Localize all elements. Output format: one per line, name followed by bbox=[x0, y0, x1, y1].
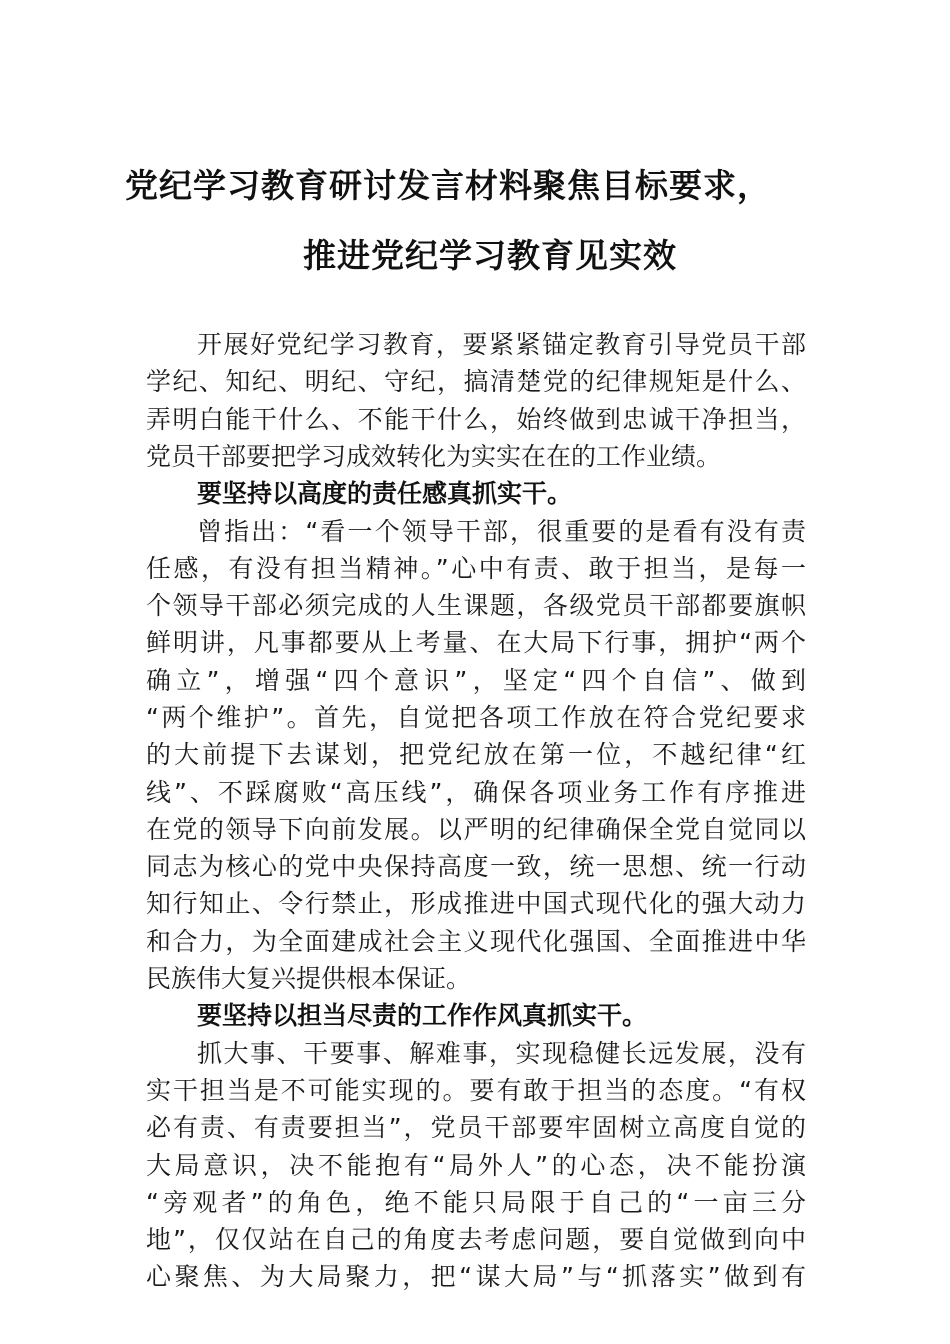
paragraph-line: 同志为核心的党中央保持高度一致，统一思想、统一行动 bbox=[146, 852, 806, 881]
paragraph-line: 和合力，为全面建成社会主义现代化强国、全面推进中华 bbox=[146, 927, 806, 956]
paragraph-line: 知行知止、令行禁止，形成推进中国式现代化的强大动力 bbox=[146, 889, 806, 918]
paragraph-line: 弄明白能干什么、不能干什么，始终做到忠诚干净担当， bbox=[146, 405, 806, 434]
paragraph-line: 大局意识，决不能抱有“局外人”的心态，决不能扮演 bbox=[146, 1151, 806, 1180]
paragraph-line: 任感，有没有担当精神。”心中有责、敢于担当，是每一 bbox=[146, 554, 806, 583]
section-heading: 要坚持以担当尽责的工作作风真抓实干。 bbox=[197, 1001, 648, 1030]
paragraph-line: “旁观者”的角色，绝不能只局限于自己的“一亩三分 bbox=[146, 1188, 806, 1217]
paragraph-line: 学纪、知纪、明纪、守纪，搞清楚党的纪律规矩是什么、 bbox=[146, 367, 806, 396]
paragraph-line: 在党的领导下向前发展。以严明的纪律确保全党自觉同以 bbox=[146, 815, 806, 844]
paragraph-line: 开展好党纪学习教育，要紧紧锚定教育引导党员干部 bbox=[197, 330, 806, 359]
paragraph-line: 地”，仅仅站在自己的角度去考虑问题，要自觉做到向中 bbox=[146, 1225, 806, 1254]
paragraph-line: 民族伟大复兴提供根本保证。 bbox=[146, 964, 472, 993]
paragraph-line: 线”、不踩腐败“高压线”，确保各项业务工作有序推进 bbox=[146, 778, 806, 807]
paragraph-line: 心聚焦、为大局聚力，把“谋大局”与“抓落实”做到有 bbox=[146, 1262, 806, 1291]
paragraph-line: 个领导干部必须完成的人生课题，各级党员干部都要旗帜 bbox=[146, 591, 806, 620]
document-title-line-2: 推进党纪学习教育见实效 bbox=[303, 236, 677, 275]
section-heading: 要坚持以高度的责任感真抓实干。 bbox=[197, 479, 573, 508]
paragraph-line: 抓大事、干要事、解难事，实现稳健长远发展，没有 bbox=[197, 1039, 806, 1068]
paragraph-line: 必有责、有责要担当”，党员干部要牢固树立高度自觉的 bbox=[146, 1113, 806, 1142]
paragraph-line: 鲜明讲，凡事都要从上考量、在大局下行事，拥护“两个 bbox=[146, 628, 806, 657]
document-title-line-1: 党纪学习教育研讨发言材料聚焦目标要求， bbox=[125, 166, 771, 205]
paragraph-line: 的大前提下去谋划，把党纪放在第一位，不越纪律“红 bbox=[146, 740, 806, 769]
paragraph-line: 确立”，增强“四个意识”，坚定“四个自信”、做到 bbox=[146, 666, 806, 695]
paragraph-line: 曾指出：“看一个领导干部，很重要的是看有没有责 bbox=[197, 517, 806, 546]
paragraph-line: 实干担当是不可能实现的。要有敢于担当的态度。“有权 bbox=[146, 1076, 806, 1105]
paragraph-line: 党员干部要把学习成效转化为实实在在的工作业绩。 bbox=[146, 442, 722, 471]
paragraph-line: “两个维护”。首先，自觉把各项工作放在符合党纪要求 bbox=[146, 703, 806, 732]
